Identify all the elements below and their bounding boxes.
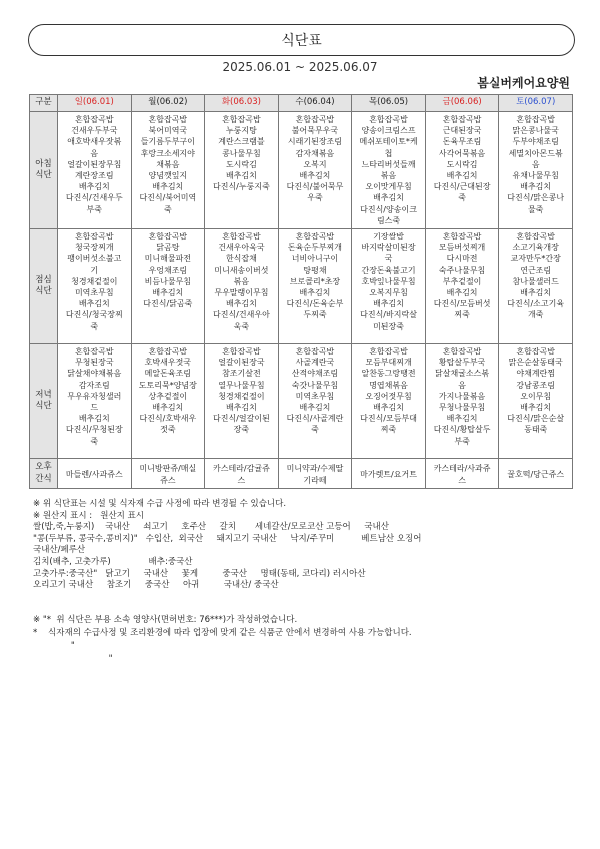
menu-item: 배추김치: [78, 414, 110, 424]
menu-item: 배추김치: [373, 403, 404, 413]
menu-item: 혼합잡곡밥: [222, 115, 261, 124]
menu-item: 맑은콩나물국: [512, 126, 559, 136]
row-label: [30, 229, 58, 344]
menu-item: 배추김치: [446, 171, 478, 181]
menu-item: 참나물샐러드: [512, 276, 559, 286]
menu-item: 배추김치: [446, 414, 478, 424]
row-label-line: 점심: [35, 274, 52, 285]
menu-item: 무청된장국: [74, 358, 114, 368]
menu-item: 기: [90, 265, 99, 275]
menu-item: 청국장찌개: [74, 243, 114, 253]
menu-item: 미니새송이버섯: [214, 265, 269, 275]
menu-item: 오이맛게무침: [365, 182, 412, 192]
menu-item: 배추김치: [373, 193, 404, 203]
menu-cell: [58, 344, 132, 459]
menu-item: 볶음: [380, 171, 397, 181]
menu-item: 누룽지탕: [225, 126, 257, 136]
menu-cell: [352, 459, 426, 489]
menu-item: 양송이크림스프: [361, 126, 416, 136]
menu-item: 다진식/청국장찌: [65, 310, 123, 320]
menu-item: 무청나물무침: [438, 403, 486, 413]
footer-line: * 식자재의 수급사정 및 조리환경에 따라 업장에 맞게 같은 식품군 안에서 변경하여 사용 가능합니다.: [33, 628, 412, 638]
menu-item: 다진식/불어묵무: [286, 182, 344, 192]
menu-cell: [58, 459, 132, 489]
menu-item: 우죽: [307, 193, 323, 203]
menu-item: 배추김치: [520, 288, 552, 298]
menu-item: 마들렌/사과쥬스: [65, 469, 123, 479]
menu-item: 카스테라/사과쥬: [433, 464, 491, 474]
footer-line: ": [33, 654, 113, 664]
menu-item: 혼합잡곡밥: [148, 115, 188, 124]
note-line: ※ 원산지 표시 : 원산지 표시: [33, 510, 145, 521]
row-label-line: 아침: [35, 158, 52, 169]
note-line: 오리고기 국내산 참조기 중국산 아귀 국내산/ 중국산: [33, 580, 279, 591]
menu-cell: [352, 344, 426, 459]
menu-cell: [499, 112, 573, 229]
menu-item: 산적야채조림: [291, 369, 339, 379]
menu-item: 혼합잡곡밥: [222, 347, 261, 356]
menu-item: 배추김치: [78, 182, 110, 192]
menu-item: 다진식/근대된장: [433, 182, 491, 192]
menu-item: 배추김치: [446, 288, 478, 298]
menu-table: [29, 94, 573, 489]
menu-item: 배추김치: [225, 299, 257, 309]
menu-item: 소고기육개장: [512, 243, 559, 253]
menu-item: 드: [90, 403, 99, 413]
menu-item: 죽: [311, 425, 319, 435]
menu-item: 돈육순두부찌개: [287, 243, 343, 253]
menu-cell: [131, 459, 205, 489]
menu-item: 우엉채조림: [148, 265, 188, 275]
row-label-line: 식단: [35, 401, 52, 411]
menu-item: 꿀호떡/당근쥬스: [507, 469, 565, 479]
menu-item: 배추김치: [299, 288, 331, 298]
menu-item: 스: [237, 475, 246, 485]
menu-item: 건새우두부국: [71, 126, 118, 136]
note-line: 국내산/페루산: [33, 545, 86, 556]
menu-item: 교자만두*간장: [510, 254, 561, 264]
menu-item: 시래기된장조림: [287, 137, 343, 147]
date-range: 2025.06.01 ~ 2025.06.07: [222, 60, 378, 74]
menu-item: 호박잎나물무침: [361, 276, 416, 286]
menu-item: 혼합잡곡밥: [222, 232, 261, 241]
menu-item: 비듬나물무침: [144, 276, 192, 286]
menu-item: 팽이버섯소불고: [67, 254, 122, 264]
menu-cell: [58, 112, 132, 229]
menu-item: 얼갈이된장무침: [67, 159, 122, 169]
menu-item: 물죽: [527, 204, 544, 214]
menu-item: 북어미역국: [148, 126, 188, 136]
menu-item: 메쉬포테이토*케: [359, 137, 418, 147]
menu-item: 간장돈육불고기: [361, 265, 416, 275]
row-label-line: 오후: [35, 462, 52, 473]
menu-item: 배추김치: [520, 403, 552, 413]
menu-item: 개죽: [527, 310, 544, 320]
menu-item: 다진식/맑은콩나: [507, 193, 565, 203]
menu-item: 감자채볶음: [295, 148, 335, 158]
menu-item: 양념깻잎지: [148, 171, 188, 181]
header-day-thu: 목(06.05): [352, 95, 426, 112]
menu-item: 음: [90, 148, 99, 158]
menu-item: 야채계란찜: [516, 369, 555, 379]
menu-cell: [499, 344, 573, 459]
menu-item: 명엽채볶음: [369, 380, 408, 390]
menu-item: 두부야채조림: [512, 137, 559, 147]
footer-section: [33, 614, 578, 666]
menu-item: 바지락살미된장: [361, 243, 416, 253]
menu-item: 황탑살두부국: [438, 358, 486, 368]
header-day-sun: 일(06.01): [58, 95, 132, 112]
header-day-fri: 금(06.06): [425, 95, 499, 112]
menu-item: 기라떼: [303, 475, 327, 485]
menu-item: 강남콩조림: [516, 380, 555, 390]
menu-item: 세멸치아몬드볶: [508, 148, 563, 158]
menu-item: 불어묵무우국: [291, 126, 339, 136]
menu-item: 찌죽: [380, 425, 397, 435]
menu-cell: [131, 112, 205, 229]
menu-item: 근대된장국: [442, 126, 482, 136]
menu-item: 닭살채야채볶음: [67, 369, 122, 379]
breakfast-row: [30, 112, 573, 229]
menu-item: 혼합잡곡밥: [148, 347, 188, 356]
menu-item: 혼합잡곡밥: [369, 347, 408, 356]
menu-item: 다진식/모듬부대: [360, 414, 417, 424]
menu-item: 미니해물파전: [144, 254, 192, 264]
header-row: [30, 95, 573, 112]
snack-row: [30, 459, 573, 489]
menu-item: 미역초무침: [74, 288, 114, 298]
menu-item: 도토리묵*양념장: [138, 380, 197, 390]
menu-item: 미된장죽: [373, 321, 404, 331]
menu-item: 혼합잡곡밥: [74, 347, 114, 356]
note-line: 고춧가루:중국산" 닭고기 국내산 꽃게 중국산 명태(동태, 코다리) 러시아산: [33, 568, 366, 579]
menu-item: 혼합잡곡밥: [516, 347, 555, 356]
menu-item: 배추김치: [299, 171, 331, 181]
menu-item: 찌죽: [454, 310, 470, 320]
menu-cell: [278, 459, 352, 489]
dinner-row: [30, 344, 573, 459]
menu-cell: [352, 229, 426, 344]
menu-item: 애호박새우잣볶: [67, 137, 122, 147]
menu-item: 혼합잡곡밥: [516, 232, 555, 241]
menu-item: 부죽: [454, 436, 470, 446]
menu-item: 다진식/모듬버섯: [433, 299, 491, 309]
menu-item: 콩나물무침: [222, 148, 261, 158]
menu-item: 열무나물무침: [218, 380, 265, 390]
menu-item: 배추김치: [225, 171, 257, 181]
menu-item: 무우말랭이무침: [214, 288, 269, 298]
menu-cell: [58, 229, 132, 344]
menu-item: 닭곰탕: [156, 243, 180, 253]
menu-item: 혼합잡곡밥: [74, 115, 114, 124]
menu-cell: [205, 344, 279, 459]
organization-name: 봄실버케어요양원: [477, 76, 570, 90]
menu-item: 혼합잡곡밥: [442, 347, 482, 356]
menu-item: 부죽: [86, 204, 103, 214]
menu-cell: [499, 459, 573, 489]
menu-item: 무우유자청샐러: [67, 391, 122, 401]
note-line: 쌀(밥,죽,누룽지) 국내산 쇠고기 호주산 갈치 세네갈산/모로코산 고등어 국내산: [33, 522, 389, 533]
note-line: "콩(두부류, 콩국수,콩비지)" 수입산, 외국산 돼지고기 국내산 낙지/주꾸미 베트남산 오징어: [33, 533, 422, 544]
menu-item: 배추김치: [299, 403, 331, 413]
note-line: 김치(배추, 고춧가루) 배추:중국산: [33, 556, 193, 567]
menu-item: 오복지무침: [369, 288, 408, 298]
menu-cell: [278, 229, 352, 344]
header-corner: 구분: [30, 95, 58, 112]
menu-item: 계란스크램블: [218, 137, 265, 147]
row-label: [30, 344, 58, 459]
menu-item: 후랑크소세지야: [140, 148, 195, 158]
footer-line: ": [33, 641, 75, 651]
menu-item: 죽: [90, 321, 99, 331]
menu-item: 쥬스: [160, 475, 176, 485]
menu-item: 혼합잡곡밥: [442, 232, 482, 241]
menu-item: 혼합잡곡밥: [442, 115, 482, 124]
menu-item: 사각어묵볶음: [438, 148, 486, 158]
menu-item: 배추김치: [152, 182, 184, 192]
menu-item: 혼합잡곡밥: [148, 232, 188, 241]
menu-item: 배추김치: [152, 288, 184, 298]
menu-item: 장죽: [233, 425, 250, 435]
menu-item: 사골계란국: [295, 358, 335, 368]
menu-cell: [131, 229, 205, 344]
menu-item: 맑은순살동태국: [508, 358, 563, 368]
menu-item: 다진식/무청된장: [65, 425, 123, 435]
menu-item: 다시마전: [446, 254, 478, 264]
menu-item: 다진식/돈육순부: [286, 299, 344, 309]
menu-item: 다진식/맑은순살: [507, 414, 565, 424]
lunch-row: [30, 229, 573, 344]
menu-item: 숙갓나물무침: [291, 380, 339, 390]
menu-item: 배추김치: [373, 299, 404, 309]
menu-item: 오복지: [303, 159, 327, 169]
menu-item: 미역초무침: [295, 391, 335, 401]
menu-cell: [499, 229, 573, 344]
menu-cell: [425, 459, 499, 489]
menu-cell: [278, 344, 352, 459]
menu-item: 음: [458, 380, 466, 390]
page-title: 식단표: [281, 33, 322, 49]
menu-item: 알찬동그랑땡전: [361, 369, 416, 379]
menu-item: 배추김치: [78, 299, 110, 309]
menu-cell: [205, 112, 279, 229]
menu-item: 가지나물볶음: [438, 391, 486, 401]
menu-item: 혼합잡곡밥: [74, 232, 114, 241]
menu-item: 계란장조림: [74, 171, 114, 181]
menu-item: 모듬버섯찌개: [438, 243, 486, 253]
menu-item: 메알돈육조림: [144, 369, 192, 379]
menu-item: 오징어젓무침: [365, 391, 412, 401]
row-label-line: 저녁: [35, 389, 52, 400]
menu-item: 다진식/바지락살: [360, 310, 417, 320]
menu-item: 혼합잡곡밥: [295, 115, 335, 124]
row-label-line: 식단: [35, 286, 52, 296]
menu-cell: [425, 112, 499, 229]
header-day-tue: 화(06.03): [205, 95, 279, 112]
menu-cell: [278, 112, 352, 229]
menu-item: 채볶음: [156, 159, 180, 169]
menu-item: 마가렛트/요거트: [360, 469, 417, 479]
header-day-wed: 수(06.04): [278, 95, 352, 112]
notes-section: [33, 499, 578, 592]
menu-cell: [205, 229, 279, 344]
menu-cell: [131, 344, 205, 459]
menu-item: 너비아니구이: [291, 254, 339, 264]
menu-item: 다진식/얼갈이된: [213, 414, 270, 424]
menu-item: 배추김치: [152, 403, 184, 413]
footer-line: ※ "* 위 식단은 부용 소속 영양사(면허번호: 76***)가 작성하였습니다.: [33, 615, 298, 625]
menu-item: 청경채겉절이: [71, 276, 118, 286]
menu-item: 청경채겉절이: [218, 391, 265, 401]
menu-item: 혼합잡곡밥: [295, 232, 335, 241]
menu-cell: [352, 112, 426, 229]
menu-item: 음: [531, 159, 540, 169]
menu-item: 건새우아욱국: [218, 243, 265, 253]
menu-item: 다진식/북어미역: [139, 193, 197, 203]
menu-item: 동태죽: [524, 425, 548, 435]
menu-item: 배추김치: [520, 182, 552, 192]
note-line: ※ 위 식단표는 시설 및 식자재 수급 사정에 따라 변경될 수 있습니다.: [33, 499, 287, 509]
menu-item: 카스테라/감귤쥬: [213, 464, 270, 474]
menu-item: 감자조림: [78, 380, 110, 390]
menu-item: 림스죽: [376, 215, 401, 225]
header-day-sat: 토(06.07): [499, 95, 573, 112]
menu-item: 스: [458, 475, 466, 485]
menu-item: 다진식/사골계란: [286, 414, 344, 424]
menu-item: 다진식/황탑살두: [433, 425, 491, 435]
menu-item: 브로콜리*초장: [289, 276, 341, 286]
menu-item: 호박새우젓국: [144, 358, 192, 368]
menu-item: 도시락김: [446, 159, 478, 169]
menu-item: 다진식/양송이크: [360, 204, 417, 214]
menu-item: 다진식/건새우두: [65, 193, 123, 203]
menu-item: 돈육무조림: [442, 137, 482, 147]
menu-item: 혼합잡곡밥: [516, 115, 555, 124]
menu-item: 혼합잡곡밥: [369, 115, 408, 124]
row-label: [30, 459, 58, 489]
menu-item: 배추김치: [225, 403, 257, 413]
menu-item: 탕평채: [303, 265, 327, 275]
menu-item: 다진식/호박새우: [139, 414, 197, 424]
menu-item: 오이무침: [520, 391, 552, 401]
menu-item: 얼갈이된장국: [218, 358, 265, 368]
menu-item: 볶음: [233, 276, 250, 286]
header-day-mon: 월(06.02): [131, 95, 205, 112]
menu-item: 미니약과/수제딸: [286, 464, 344, 474]
menu-item: 숙주나물무침: [438, 265, 486, 275]
menu-item: 참조기살전: [222, 369, 261, 379]
menu-item: 연근조림: [520, 265, 552, 275]
menu-item: 들기름두부구이: [140, 137, 195, 147]
menu-item: 욱죽: [233, 321, 250, 331]
menu-item: 죽: [458, 193, 466, 203]
row-label: [30, 112, 58, 229]
menu-item: 느타리버섯들깨: [361, 159, 416, 169]
menu-item: 죽: [163, 204, 172, 214]
menu-item: 첩: [384, 148, 393, 158]
menu-item: 한식잡채: [225, 254, 257, 264]
menu-item: 다진식/소고기육: [507, 299, 565, 309]
row-label-line: 식단: [35, 170, 52, 180]
menu-cell: [205, 459, 279, 489]
menu-item: 다진식/건새우아: [213, 310, 270, 320]
menu-item: 도시락김: [225, 159, 257, 169]
menu-item: 유채나물무침: [512, 171, 559, 181]
menu-item: 다진식/누룽지죽: [213, 182, 270, 192]
row-label-line: 간식: [35, 473, 52, 484]
menu-item: 두찌죽: [303, 310, 327, 320]
menu-cell: [425, 229, 499, 344]
menu-item: 모듬부대찌개: [365, 358, 412, 368]
menu-item: 미니방판쥬/매실: [139, 464, 197, 474]
menu-item: 죽: [90, 436, 99, 446]
menu-item: 상추겉절이: [148, 391, 188, 401]
menu-item: 기장쌀밥: [373, 232, 404, 241]
menu-item: 부추겉절이: [442, 276, 482, 286]
menu-item: 국: [384, 254, 393, 264]
menu-item: 혼합잡곡밥: [295, 347, 335, 356]
menu-item: 젓죽: [160, 425, 176, 435]
menu-item: 닭살채굴소스볶: [435, 369, 490, 379]
menu-cell: [425, 344, 499, 459]
page-title-box: [28, 24, 575, 56]
menu-item: 다진식/닭곰죽: [143, 299, 193, 309]
